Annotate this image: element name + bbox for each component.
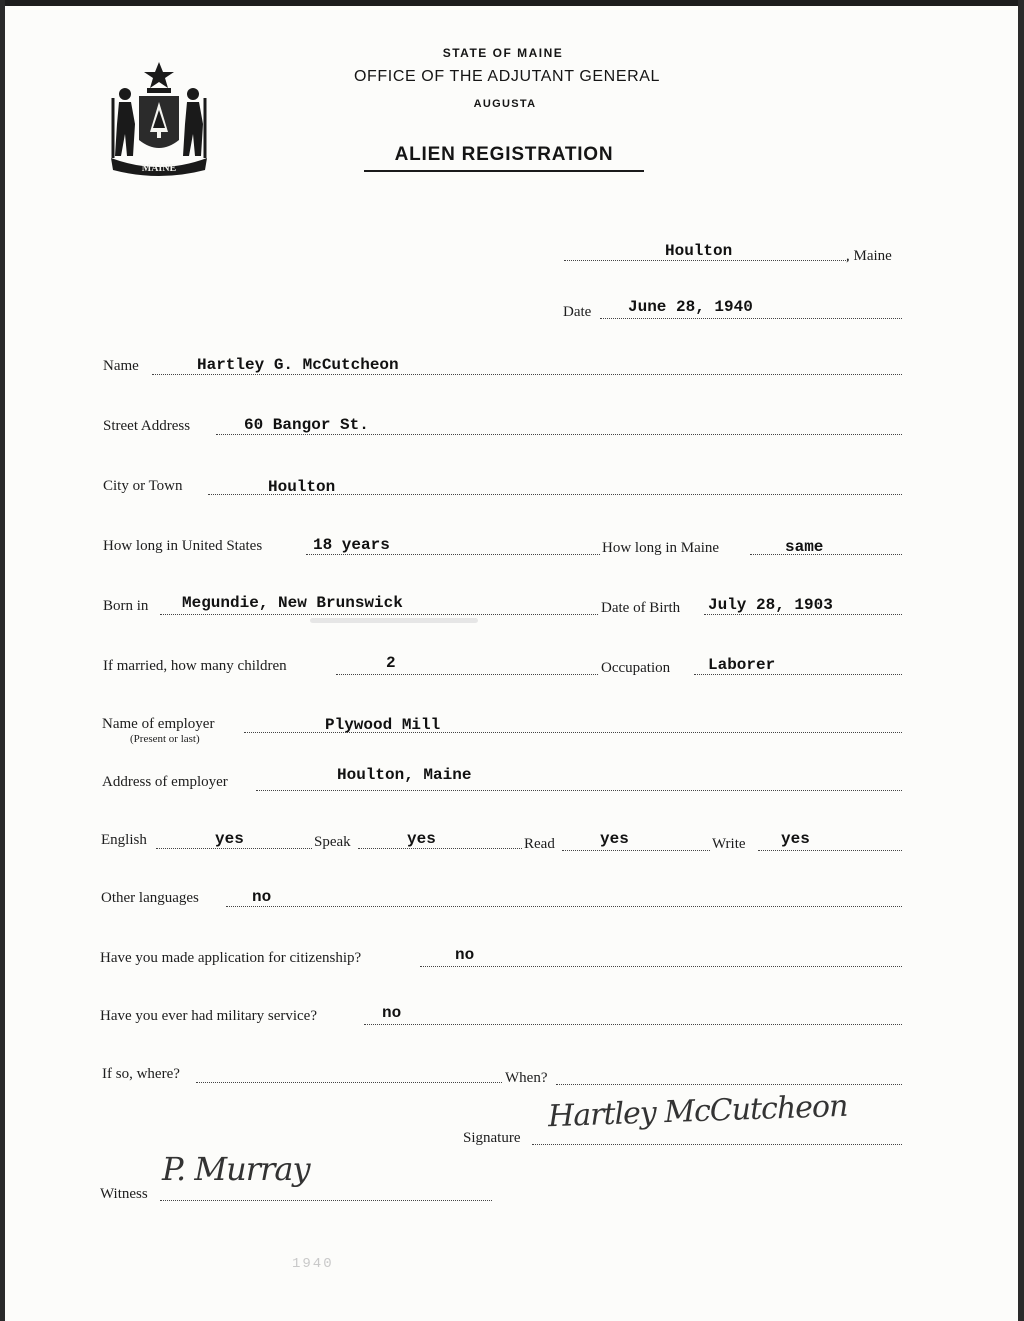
english-value: yes — [215, 830, 244, 848]
header-office: OFFICE OF THE ADJUTANT GENERAL — [353, 68, 661, 85]
citizenship-value: no — [455, 946, 475, 964]
city-label: City or Town — [103, 478, 183, 494]
location-line — [564, 260, 848, 261]
date-label: Date — [563, 304, 592, 320]
date-line — [600, 318, 902, 319]
read-line — [562, 850, 710, 851]
street-value: 60 Bangor St. — [244, 416, 369, 434]
location-town: Houlton — [665, 242, 733, 260]
maine-duration-value: same — [785, 538, 824, 556]
scan-smudge — [310, 618, 478, 623]
when-line — [556, 1084, 902, 1085]
born-in-line — [160, 614, 598, 615]
employer-address-label: Address of employer — [102, 774, 228, 790]
employer-value: Plywood Mill — [325, 716, 441, 734]
occupation-line — [694, 674, 902, 675]
signature-label: Signature — [463, 1130, 521, 1146]
header-state: STATE OF MAINE — [442, 46, 564, 60]
speak-value: yes — [407, 830, 436, 848]
state-seal-icon — [107, 58, 211, 180]
when-label: When? — [505, 1070, 548, 1086]
name-line — [152, 374, 902, 375]
maine-duration-line — [750, 554, 902, 555]
us-duration-line — [306, 554, 600, 555]
seal-text: MAINE — [141, 163, 177, 174]
other-languages-line — [226, 906, 902, 907]
birth-date-label: Date of Birth — [601, 600, 681, 616]
write-value: yes — [781, 830, 810, 848]
employer-label: Name of employer — [102, 716, 215, 732]
applicant-signature: Hartley McCutcheon — [547, 1088, 848, 1135]
scan-border-right — [1018, 0, 1024, 1321]
speak-label: Speak — [314, 834, 351, 850]
write-line — [758, 850, 902, 851]
witness-signature: P. Murray — [162, 1150, 310, 1188]
street-line — [216, 434, 902, 435]
where-label: If so, where? — [102, 1066, 180, 1082]
date-value: June 28, 1940 — [628, 298, 753, 316]
form-title: ALIEN REGISTRATION — [394, 144, 614, 165]
name-value: Hartley G. McCutcheon — [197, 356, 399, 374]
scan-border-left — [0, 0, 5, 1321]
read-label: Read — [524, 836, 555, 852]
location-state: , Maine — [846, 248, 892, 264]
children-line — [336, 674, 598, 675]
occupation-label: Occupation — [601, 660, 671, 676]
employer-address-line — [256, 790, 902, 791]
english-line — [156, 848, 312, 849]
header-city: AUGUSTA — [473, 98, 537, 110]
city-value: Houlton — [268, 478, 336, 496]
us-duration-value: 18 years — [313, 536, 390, 554]
where-line — [196, 1082, 502, 1083]
employer-address-value: Houlton, Maine — [337, 766, 472, 784]
military-label: Have you ever had military service? — [100, 1008, 317, 1024]
citizenship-label: Have you made application for citizenship? — [100, 950, 362, 966]
scan-border-top — [0, 0, 1024, 6]
witness-label: Witness — [100, 1186, 148, 1202]
english-label: English — [101, 832, 147, 848]
occupation-value: Laborer — [708, 656, 776, 674]
witness-line — [160, 1200, 492, 1201]
read-value: yes — [600, 830, 629, 848]
signature-line — [532, 1144, 902, 1145]
birth-date-line — [704, 614, 902, 615]
children-value: 2 — [386, 654, 396, 672]
employer-sublabel: (Present or last) — [130, 733, 200, 745]
us-duration-label: How long in United States — [103, 538, 263, 554]
other-languages-label: Other languages — [101, 890, 199, 906]
military-line — [364, 1024, 902, 1025]
birth-date-value: July 28, 1903 — [708, 596, 833, 614]
military-value: no — [382, 1004, 402, 1022]
name-label: Name — [103, 358, 139, 374]
speak-line — [358, 848, 522, 849]
citizenship-line — [420, 966, 902, 967]
title-underline — [364, 170, 644, 172]
street-label: Street Address — [103, 418, 191, 434]
children-label: If married, how many children — [103, 658, 287, 674]
write-label: Write — [712, 836, 746, 852]
maine-duration-label: How long in Maine — [602, 540, 720, 556]
received-stamp: 1940 — [292, 1256, 334, 1272]
other-languages-value: no — [252, 888, 272, 906]
born-in-value: Megundie, New Brunswick — [182, 594, 403, 612]
born-in-label: Born in — [103, 598, 149, 614]
